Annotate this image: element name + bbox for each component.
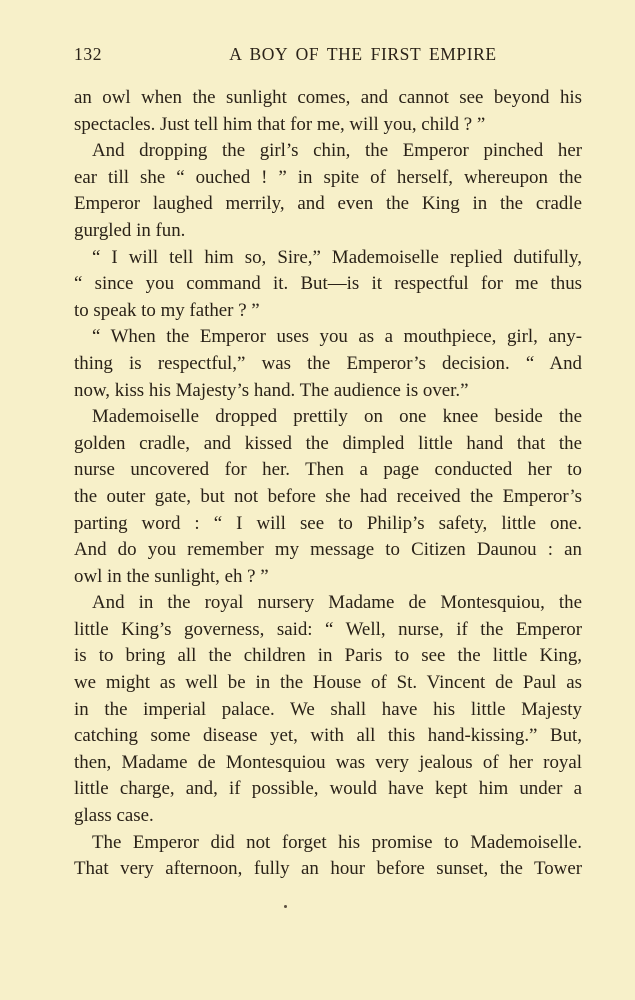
text-line: the outer gate, but not before she had received the Emperor’s [74, 485, 582, 507]
text-line: parting word : “ I will see to Philip’s safety, little one. [74, 512, 582, 534]
text-line: glass case. [74, 805, 154, 827]
text-line: then, Madame de Montesquiou was very jealous of her royal [74, 751, 582, 773]
text-line: nurse uncovered for her. Then a page conducted her to [74, 459, 582, 481]
text-line: gurgled in fun. [74, 219, 186, 241]
text-line: is to bring all the children in Paris to see the little King, [74, 645, 582, 667]
text-line: owl in the sunlight, eh ? ” [74, 565, 269, 587]
text-line: spectacles. Just tell him that for me, will you, child ? ” [74, 113, 486, 135]
text-line: “ When the Emperor uses you as a mouthpiece, girl, any- [92, 326, 582, 348]
text-line: an owl when the sunlight comes, and cannot see beyond his [74, 87, 582, 108]
text-line: Emperor laughed merrily, and even the King in the cradle [74, 193, 582, 215]
running-head [74, 44, 582, 68]
text-line: in the imperial palace. We shall have his little Majesty [74, 698, 582, 720]
text-line: golden cradle, and kissed the dimpled little hand that the [74, 432, 582, 454]
text-line: we might as well be in the House of St. Vincent de Paul as [74, 672, 582, 694]
text-line: The Emperor did not forget his promise to Mademoiselle. [92, 831, 582, 853]
text-line: And dropping the girl’s chin, the Emperor pinched her [92, 140, 582, 162]
text-line: “ I will tell him so, Sire,” Mademoiselle replied dutifully, [92, 246, 582, 268]
text-line: to speak to my father ? ” [74, 299, 260, 321]
page-number: 132 [74, 44, 103, 64]
text-line: And in the royal nursery Madame de Montesquiou, the [92, 592, 582, 614]
text-line: ear till she “ ouched ! ” in spite of herself, whereupon the [74, 166, 582, 188]
text-line: That very afternoon, fully an hour before sunset, the Tower [74, 858, 582, 880]
text-line: And do you remember my message to Citizen Daunou : an [74, 539, 582, 561]
text-line: thing is respectful,” was the Emperor’s decision. “ And [74, 352, 582, 374]
text-line: “ since you command it. But—is it respectful for me thus [74, 273, 582, 295]
printer-mark [284, 905, 287, 908]
text-line: little charge, and, if possible, would have kept him under a [74, 778, 582, 800]
text-line: Mademoiselle dropped prettily on one knee beside the [92, 406, 582, 428]
text-line: little King’s governess, said: “ Well, nurse, if the Emperor [74, 618, 582, 640]
text-line: now, kiss his Majesty’s hand. The audience is over.” [74, 379, 469, 401]
body-text [74, 85, 582, 883]
running-title: A BOY OF THE FIRST EMPIRE [229, 44, 497, 64]
text-line: catching some disease yet, with all this hand-kissing.” But, [74, 725, 582, 747]
